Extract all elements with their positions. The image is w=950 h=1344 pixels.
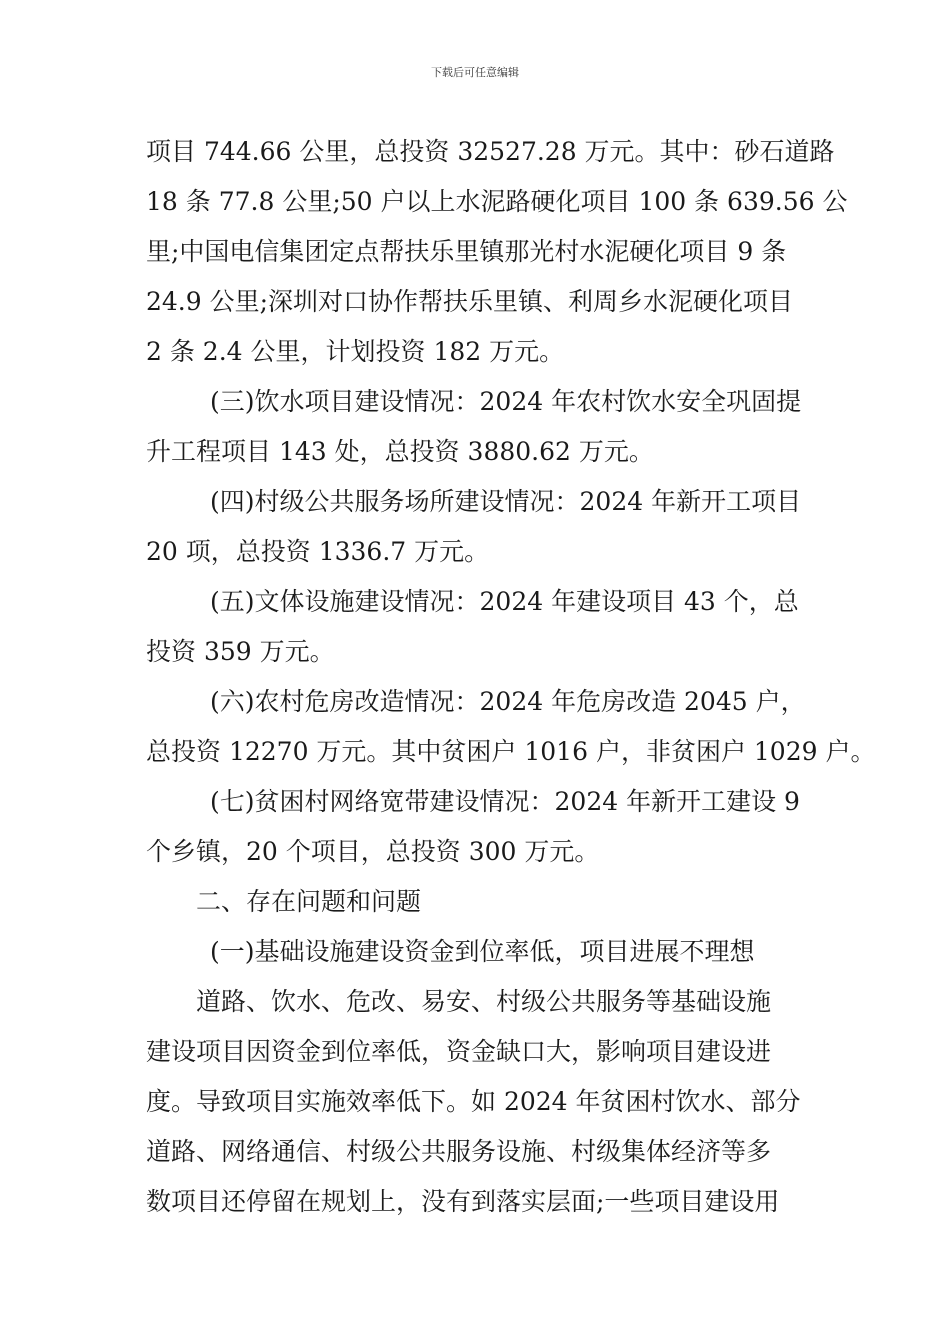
section-four-heading: (四)村级公共服务场所建设情况：2024 年新开工项目 — [210, 487, 802, 516]
text-line: 道路、网络通信、村级公共服务设施、村级集体经济等多 — [146, 1137, 772, 1166]
document-body — [146, 127, 876, 1227]
text-line: 建设项目因资金到位率低，资金缺口大，影响项目建设进 — [146, 1037, 772, 1066]
text-line: 总投资 12270 万元。其中贫困户 1016 户，非贫困户 1029 户。 — [146, 737, 876, 766]
text-line: 里;中国电信集团定点帮扶乐里镇那光村水泥硬化项目 9 条 — [146, 237, 787, 266]
page-header-note: 下载后可任意编辑 — [431, 66, 519, 79]
text-line: 24.9 公里;深圳对口协作帮扶乐里镇、利周乡水泥硬化项目 — [146, 287, 794, 316]
section-three-heading: (三)饮水项目建设情况：2024 年农村饮水安全巩固提 — [210, 387, 802, 416]
section-five-heading: (五)文体设施建设情况：2024 年建设项目 43 个，总 — [210, 587, 799, 616]
section-seven-heading: (七)贫困村网络宽带建设情况：2024 年新开工建设 9 — [210, 787, 800, 816]
text-line: 数项目还停留在规划上，没有到落实层面;一些项目建设用 — [146, 1187, 780, 1216]
section-six-heading: (六)农村危房改造情况：2024 年危房改造 2045 户， — [210, 687, 806, 716]
subsection-one-heading: (一)基础设施建设资金到位率低，项目进展不理想 — [210, 937, 755, 966]
text-line: 投资 359 万元。 — [146, 637, 335, 666]
text-line: 度。导致项目实施效率低下。如 2024 年贫困村饮水、部分 — [146, 1087, 801, 1116]
text-line: 2 条 2.4 公里，计划投资 182 万元。 — [146, 337, 565, 366]
text-line: 道路、饮水、危改、易安、村级公共服务等基础设施 — [196, 987, 772, 1016]
part-two-heading: 二、存在问题和问题 — [196, 887, 422, 916]
text-line: 升工程项目 143 处，总投资 3880.62 万元。 — [146, 437, 654, 466]
text-line: 个乡镇，20 个项目，总投资 300 万元。 — [146, 837, 600, 866]
text-line: 项目 744.66 公里，总投资 32527.28 万元。其中：砂石道路 — [146, 137, 835, 166]
text-line: 20 项，总投资 1336.7 万元。 — [146, 537, 490, 566]
text-line: 18 条 77.8 公里;50 户以上水泥路硬化项目 100 条 639.56 公 — [146, 187, 848, 216]
